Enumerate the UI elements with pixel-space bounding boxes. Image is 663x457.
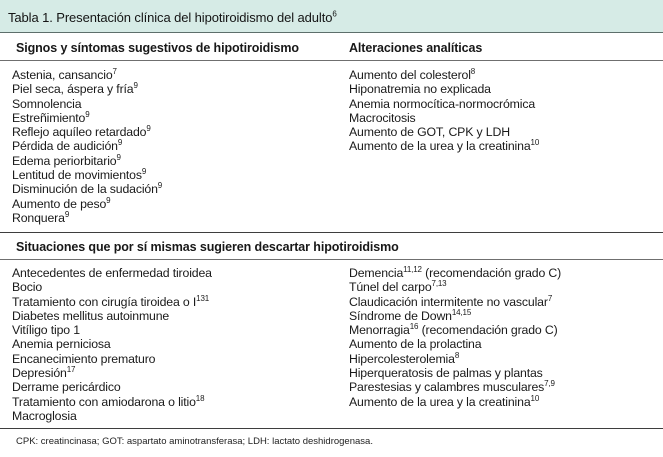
list-item-text: Claudicación intermitente no vascular bbox=[349, 294, 548, 309]
list-item-text: Aumento de la urea y la creatinina bbox=[349, 394, 531, 409]
title-reference: 6 bbox=[332, 9, 337, 19]
list-item bbox=[12, 182, 162, 196]
list-item bbox=[349, 380, 561, 394]
reference-superscript: 7,9 bbox=[544, 379, 555, 389]
list-item bbox=[12, 82, 162, 96]
list-item-text: Antecedentes de enfermedad tiroidea bbox=[12, 266, 212, 280]
list-item-note: (recomendación grado C) bbox=[418, 323, 558, 338]
reference-superscript: 9 bbox=[146, 124, 151, 134]
list-item-text: Bocio bbox=[12, 280, 43, 295]
list-item bbox=[349, 295, 561, 309]
reference-superscript: 9 bbox=[117, 138, 123, 148]
reference-superscript: 9 bbox=[141, 166, 147, 176]
lab-abnormalities-header: Alteraciones analíticas bbox=[349, 41, 483, 55]
list-item bbox=[349, 125, 539, 139]
list-item-text: Aumento de peso bbox=[12, 196, 107, 211]
list-item-text: Pérdida de audición bbox=[12, 139, 118, 154]
list-item-text: Diabetes mellitus autoinmune bbox=[12, 308, 170, 323]
list-item bbox=[349, 266, 561, 280]
reference-superscript: 8 bbox=[454, 350, 460, 360]
table-title-bar bbox=[0, 0, 663, 33]
list-item-text: Hipercolesterolemia bbox=[349, 351, 455, 366]
list-item-text: Aumento de la prolactina bbox=[349, 337, 482, 352]
list-item bbox=[12, 309, 212, 323]
reference-superscript: 131 bbox=[196, 293, 210, 303]
reference-superscript: 7 bbox=[547, 293, 553, 303]
list-item-text: Encanecimiento prematuro bbox=[12, 351, 156, 366]
list-item bbox=[12, 125, 162, 139]
reference-superscript: 10 bbox=[530, 393, 540, 403]
list-item-text: Depresión bbox=[12, 366, 67, 381]
list-item bbox=[349, 97, 539, 111]
list-item-text: Aumento de GOT, CPK y LDH bbox=[349, 125, 510, 140]
screening-situations-header: Situaciones que por sí mismas sugieren descartar hipotiroidismo bbox=[16, 240, 399, 254]
list-item-text: Aumento de la urea y la creatinina bbox=[349, 139, 531, 154]
list-item-text: Menorragia bbox=[349, 323, 410, 338]
list-item bbox=[349, 111, 539, 125]
list-item bbox=[12, 211, 162, 225]
signs-symptoms-list bbox=[12, 68, 162, 225]
list-item bbox=[12, 409, 212, 423]
list-item-text: Ronquera bbox=[12, 210, 65, 225]
signs-symptoms-header: Signos y síntomas sugestivos de hipotiroidismo bbox=[16, 41, 299, 55]
list-item-text: Tratamiento con cirugía tiroidea o I bbox=[12, 294, 197, 309]
list-item-text: Estreñimiento bbox=[12, 110, 86, 125]
list-item bbox=[12, 97, 162, 111]
list-item-text: Túnel del carpo bbox=[349, 280, 432, 295]
list-item bbox=[12, 280, 212, 294]
list-item bbox=[12, 323, 212, 337]
reference-superscript: 14,15 bbox=[451, 307, 472, 317]
reference-superscript: 9 bbox=[85, 109, 90, 119]
reference-superscript: 9 bbox=[116, 152, 121, 162]
reference-superscript: 7 bbox=[112, 66, 117, 76]
list-item bbox=[349, 280, 561, 294]
list-item bbox=[349, 82, 539, 96]
list-item bbox=[349, 352, 561, 366]
list-item bbox=[12, 295, 212, 309]
reference-superscript: 16 bbox=[409, 322, 419, 332]
list-item-text: Hiperqueratosis de palmas y plantas bbox=[349, 366, 543, 381]
reference-superscript: 7,13 bbox=[431, 279, 447, 289]
reference-superscript: 17 bbox=[66, 364, 76, 374]
list-item bbox=[349, 323, 561, 337]
list-item-text: Aumento del colesterol bbox=[349, 68, 471, 82]
reference-superscript: 11,12 bbox=[403, 264, 422, 274]
list-item bbox=[12, 154, 162, 168]
list-item bbox=[12, 197, 162, 211]
list-item-text: Piel seca, áspera y fría bbox=[12, 82, 134, 97]
reference-superscript: 18 bbox=[195, 393, 205, 403]
table-title: Tabla 1. Presentación clínica del hipotiroidismo del adulto$^6$ bbox=[8, 9, 337, 25]
list-item-text: Macroglosia bbox=[12, 408, 77, 423]
list-item-text: Anemia perniciosa bbox=[12, 337, 111, 352]
section-divider bbox=[0, 232, 663, 233]
list-item-text: Macrocitosis bbox=[349, 110, 416, 125]
list-item-text: Demencia bbox=[349, 266, 404, 280]
list-item-text: Edema periorbitario bbox=[12, 153, 117, 168]
reference-superscript: 10 bbox=[530, 138, 540, 148]
list-item-text: Reflejo aquíleo retardado bbox=[12, 125, 147, 140]
list-item-text: Lentitud de movimientos bbox=[12, 168, 142, 183]
list-item-text: Somnolencia bbox=[12, 96, 82, 111]
list-item bbox=[12, 111, 162, 125]
list-item bbox=[12, 337, 212, 351]
lab-abnormalities-list bbox=[349, 68, 539, 154]
reference-superscript: 9 bbox=[64, 209, 70, 219]
list-item-text: Astenia, cansancio bbox=[12, 68, 113, 82]
list-item-text: Derrame pericárdico bbox=[12, 380, 121, 395]
list-item bbox=[349, 139, 539, 153]
list-item bbox=[12, 266, 212, 280]
table-bottom-rule bbox=[0, 428, 663, 429]
list-item-text: Vitíligo tipo 1 bbox=[12, 323, 80, 338]
table-footnote: CPK: creatincinasa; GOT: aspartato aminotransferasa; LDH: lactato deshidrogenasa. bbox=[16, 436, 373, 447]
reference-superscript: 9 bbox=[106, 195, 111, 205]
reference-superscript: 9 bbox=[157, 181, 163, 191]
list-item-text: Disminución de la sudación bbox=[12, 182, 158, 197]
reference-superscript: 9 bbox=[133, 81, 138, 91]
list-item bbox=[349, 68, 539, 82]
list-item-note: (recomendación grado C) bbox=[421, 266, 562, 280]
list-item-text: Síndrome de Down bbox=[349, 308, 452, 323]
list-item bbox=[12, 380, 212, 394]
list-item bbox=[349, 395, 561, 409]
list-item bbox=[12, 168, 162, 182]
list-item bbox=[12, 366, 212, 380]
screening-situations-left-list bbox=[12, 266, 212, 423]
screening-situations-right-list bbox=[349, 266, 561, 409]
list-item bbox=[12, 395, 212, 409]
list-item-text: Hiponatremia no explicada bbox=[349, 82, 491, 97]
list-item-text: Parestesias y calambres musculares bbox=[349, 380, 545, 395]
list-item-text: Tratamiento con amiodarona o litio bbox=[12, 394, 196, 409]
reference-superscript: 8 bbox=[470, 66, 476, 76]
list-item bbox=[349, 366, 561, 380]
list-item bbox=[12, 68, 162, 82]
list-item bbox=[12, 352, 212, 366]
header-divider bbox=[0, 60, 663, 61]
screening-header-divider bbox=[0, 259, 663, 260]
list-item-text: Anemia normocítica-normocrómica bbox=[349, 96, 536, 111]
list-item bbox=[12, 139, 162, 153]
list-item bbox=[349, 309, 561, 323]
list-item bbox=[349, 337, 561, 351]
